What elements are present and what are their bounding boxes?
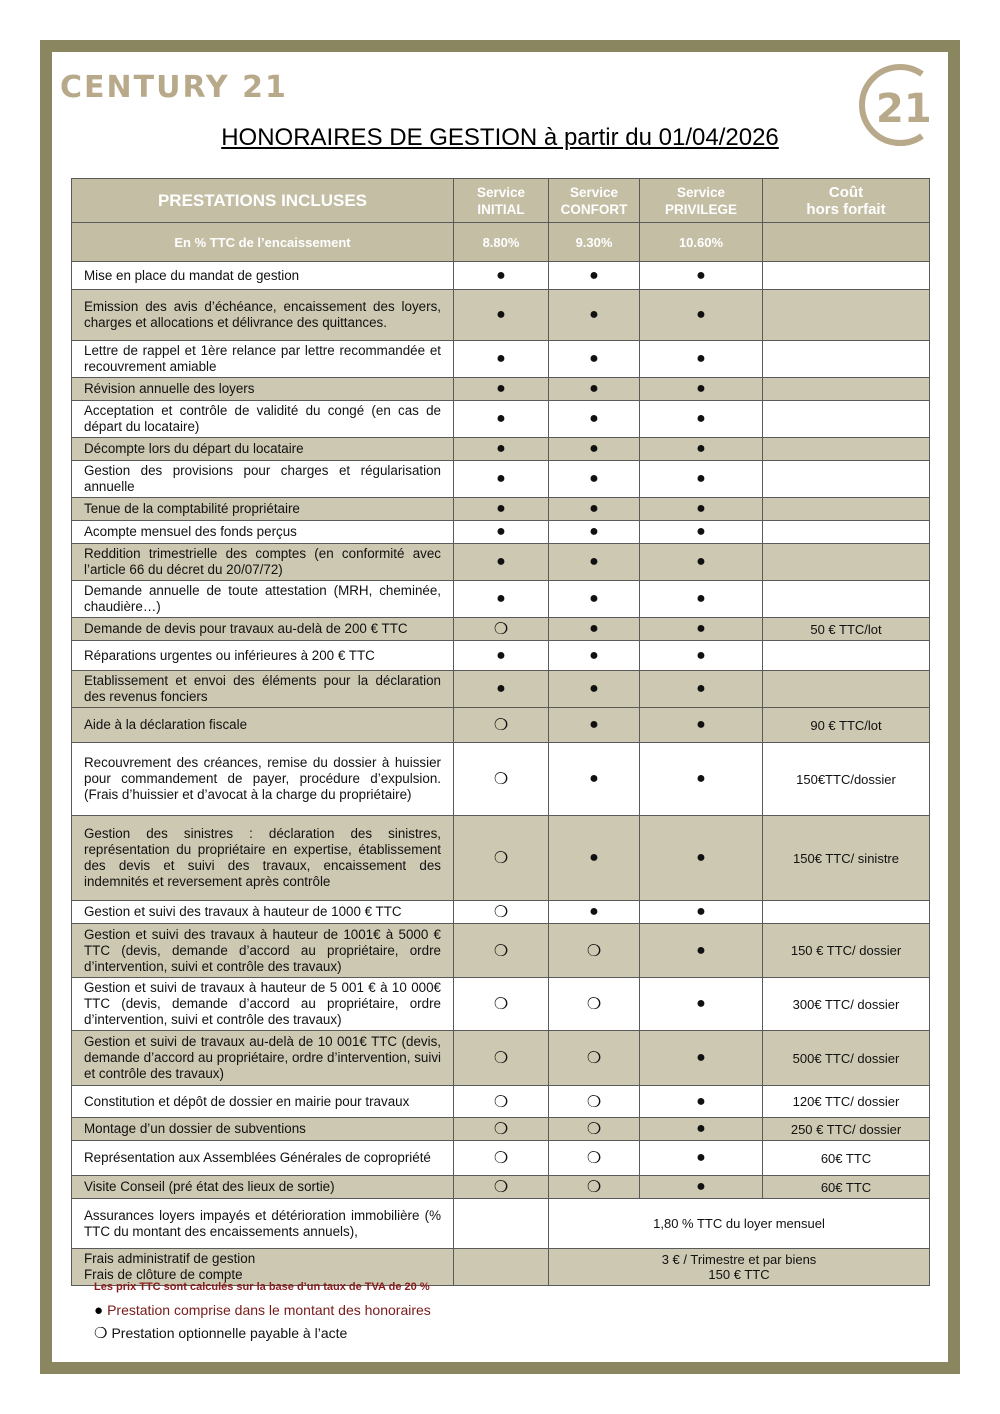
seal-text: 21 bbox=[876, 86, 932, 132]
extra-cost: 150€TTC/dossier bbox=[763, 743, 930, 816]
confort-mark: ● bbox=[549, 262, 640, 290]
confort-mark: ● bbox=[549, 743, 640, 816]
fees-table bbox=[71, 178, 930, 1286]
rate-privilege: 10.60% bbox=[640, 223, 763, 262]
initial-mark: ❍ bbox=[454, 743, 549, 816]
row-label: Acceptation et contrôle de validité du congé (en cas de départ du locataire) bbox=[72, 401, 454, 438]
privilege-mark: ● bbox=[640, 461, 763, 498]
table-row bbox=[72, 1141, 930, 1176]
table-row bbox=[72, 1031, 930, 1086]
admin-label bbox=[72, 1249, 454, 1286]
rate-cost-empty bbox=[763, 223, 930, 262]
initial-mark: ❍ bbox=[454, 924, 549, 978]
confort-mark: ● bbox=[549, 438, 640, 461]
confort-mark: ❍ bbox=[549, 1176, 640, 1199]
privilege-mark: ● bbox=[640, 1086, 763, 1118]
privilege-mark: ● bbox=[640, 290, 763, 341]
extra-cost bbox=[763, 671, 930, 708]
privilege-mark: ● bbox=[640, 641, 763, 671]
privilege-mark: ● bbox=[640, 378, 763, 401]
extra-cost: 300€ TTC/ dossier bbox=[763, 978, 930, 1031]
header-initial-l2: INITIAL bbox=[477, 201, 525, 217]
table-row bbox=[72, 1176, 930, 1199]
extra-cost: 150 € TTC/ dossier bbox=[763, 924, 930, 978]
table-row bbox=[72, 341, 930, 378]
extra-cost: 500€ TTC/ dossier bbox=[763, 1031, 930, 1086]
header-confort-l2: CONFORT bbox=[560, 201, 628, 217]
privilege-mark: ● bbox=[640, 901, 763, 924]
row-label: Gestion et suivi de travaux au-delà de 10 001€ TTC (devis, demande d’accord au propriétaire, ordre d’intervention, suivi et contrôle des travaux) bbox=[72, 1031, 454, 1086]
privilege-mark: ● bbox=[640, 671, 763, 708]
initial-mark: ● bbox=[454, 544, 549, 581]
extra-cost bbox=[763, 438, 930, 461]
privilege-mark: ● bbox=[640, 262, 763, 290]
table-row bbox=[72, 641, 930, 671]
initial-mark: ❍ bbox=[454, 978, 549, 1031]
row-label: Tenue de la comptabilité propriétaire bbox=[72, 498, 454, 521]
row-label: Emission des avis d’échéance, encaissement des loyers, charges et allocations et délivrance des quittances. bbox=[72, 290, 454, 341]
table-row bbox=[72, 901, 930, 924]
header-privilege-l1: Service bbox=[676, 184, 726, 200]
fees-rows bbox=[72, 262, 930, 1199]
table-row bbox=[72, 521, 930, 544]
admin-value-1: 3 € / Trimestre et par biens bbox=[661, 1252, 817, 1267]
privilege-mark: ● bbox=[640, 341, 763, 378]
legend-included-text: Prestation comprise dans le montant des honoraires bbox=[107, 1302, 431, 1318]
row-label: Lettre de rappel et 1ère relance par lettre recommandée et recouvrement amiable bbox=[72, 341, 454, 378]
header-prestations: PRESTATIONS INCLUSES bbox=[72, 179, 454, 223]
confort-mark: ● bbox=[549, 581, 640, 618]
privilege-mark: ● bbox=[640, 498, 763, 521]
brand-logo: CENTURY 21 bbox=[60, 70, 288, 105]
initial-mark: ● bbox=[454, 521, 549, 544]
table-row bbox=[72, 290, 930, 341]
table-row bbox=[72, 544, 930, 581]
confort-mark: ● bbox=[549, 708, 640, 743]
header-privilege bbox=[640, 179, 763, 223]
row-label: Gestion des sinistres : déclaration des sinistres, représentation du propriétaire en expertise, établissement des devis et suivi des travaux, encaissement des indemnités et reversement après contrôle bbox=[72, 816, 454, 901]
admin-label-2: Frais de clôture de compte bbox=[84, 1267, 243, 1282]
initial-mark: ❍ bbox=[454, 1141, 549, 1176]
extra-cost: 90 € TTC/lot bbox=[763, 708, 930, 743]
extra-cost bbox=[763, 498, 930, 521]
table-row bbox=[72, 581, 930, 618]
confort-mark: ❍ bbox=[549, 1031, 640, 1086]
initial-mark: ● bbox=[454, 461, 549, 498]
admin-value bbox=[549, 1249, 930, 1286]
header-cost-l1: Coût bbox=[828, 183, 864, 201]
row-label: Etablissement et envoi des éléments pour la déclaration des revenus fonciers bbox=[72, 671, 454, 708]
confort-mark: ● bbox=[549, 290, 640, 341]
privilege-mark: ● bbox=[640, 1176, 763, 1199]
initial-mark: ❍ bbox=[454, 816, 549, 901]
table-row bbox=[72, 708, 930, 743]
privilege-mark: ● bbox=[640, 401, 763, 438]
privilege-mark: ● bbox=[640, 1141, 763, 1176]
initial-mark: ● bbox=[454, 671, 549, 708]
row-label: Gestion et suivi de travaux à hauteur de 5 001 € à 10 000€ TTC (devis, demande d’accord au propriétaire, ordre d’intervention, suivi et contrôle des travaux) bbox=[72, 978, 454, 1031]
table-row bbox=[72, 978, 930, 1031]
insurance-label: Assurances loyers impayés et détérioration immobilière (% TTC du montant des encaissements annuels), bbox=[72, 1199, 454, 1249]
confort-mark: ❍ bbox=[549, 924, 640, 978]
row-label: Représentation aux Assemblées Générales de copropriété bbox=[72, 1141, 454, 1176]
admin-label-1: Frais administratif de gestion bbox=[84, 1251, 256, 1266]
row-label: Recouvrement des créances, remise du dossier à huissier pour commandement de payer, procédure d’expulsion. (Frais d’huissier et d’avocat à la charge du propriétaire) bbox=[72, 743, 454, 816]
privilege-mark: ● bbox=[640, 438, 763, 461]
confort-mark: ❍ bbox=[549, 1118, 640, 1141]
extra-cost bbox=[763, 544, 930, 581]
table-row bbox=[72, 461, 930, 498]
initial-mark: ❍ bbox=[454, 618, 549, 641]
extra-cost bbox=[763, 461, 930, 498]
row-label: Constitution et dépôt de dossier en mairie pour travaux bbox=[72, 1086, 454, 1118]
vat-footnote: Les prix TTC sont calculés sur la base d’un taux de TVA de 20 % bbox=[94, 1281, 430, 1293]
confort-mark: ● bbox=[549, 341, 640, 378]
row-label: Aide à la déclaration fiscale bbox=[72, 708, 454, 743]
privilege-mark: ● bbox=[640, 743, 763, 816]
confort-mark: ● bbox=[549, 521, 640, 544]
extra-cost bbox=[763, 521, 930, 544]
extra-cost bbox=[763, 401, 930, 438]
table-row bbox=[72, 743, 930, 816]
table-row bbox=[72, 618, 930, 641]
row-label: Décompte lors du départ du locataire bbox=[72, 438, 454, 461]
table-row bbox=[72, 671, 930, 708]
rates-label: En % TTC de l’encaissement bbox=[72, 223, 454, 262]
legend-optional-text: Prestation optionnelle payable à l’acte bbox=[111, 1325, 348, 1341]
privilege-mark: ● bbox=[640, 816, 763, 901]
extra-cost bbox=[763, 581, 930, 618]
header-initial bbox=[454, 179, 549, 223]
row-label: Gestion des provisions pour charges et régularisation annuelle bbox=[72, 461, 454, 498]
confort-mark: ● bbox=[549, 378, 640, 401]
initial-mark: ● bbox=[454, 290, 549, 341]
extra-cost bbox=[763, 262, 930, 290]
row-label: Reddition trimestrielle des comptes (en conformité avec l’article 66 du décret du 20/07/72) bbox=[72, 544, 454, 581]
table-row bbox=[72, 438, 930, 461]
confort-mark: ● bbox=[549, 461, 640, 498]
insurance-value: 1,80 % TTC du loyer mensuel bbox=[549, 1199, 930, 1249]
confort-mark: ● bbox=[549, 498, 640, 521]
header-cost-l2: hors forfait bbox=[806, 200, 886, 218]
extra-cost: 60€ TTC bbox=[763, 1141, 930, 1176]
row-label: Visite Conseil (pré état des lieux de sortie) bbox=[72, 1176, 454, 1199]
row-label: Révision annuelle des loyers bbox=[72, 378, 454, 401]
table-row bbox=[72, 1118, 930, 1141]
row-label: Gestion et suivi des travaux à hauteur de 1001€ à 5000 € TTC (devis, demande d’accord au propriétaire, ordre d’intervention, suivi et contrôle des travaux) bbox=[72, 924, 454, 978]
header-cost bbox=[763, 179, 930, 223]
privilege-mark: ● bbox=[640, 924, 763, 978]
extra-cost: 120€ TTC/ dossier bbox=[763, 1086, 930, 1118]
privilege-mark: ● bbox=[640, 581, 763, 618]
extra-cost: 150€ TTC/ sinistre bbox=[763, 816, 930, 901]
initial-mark: ❍ bbox=[454, 1031, 549, 1086]
initial-mark: ● bbox=[454, 401, 549, 438]
header-confort bbox=[549, 179, 640, 223]
confort-mark: ● bbox=[549, 544, 640, 581]
extra-cost bbox=[763, 290, 930, 341]
extra-cost: 60€ TTC bbox=[763, 1176, 930, 1199]
initial-mark: ❍ bbox=[454, 708, 549, 743]
initial-mark: ● bbox=[454, 341, 549, 378]
table-row bbox=[72, 401, 930, 438]
confort-mark: ❍ bbox=[549, 1141, 640, 1176]
table-row bbox=[72, 816, 930, 901]
initial-mark: ❍ bbox=[454, 1118, 549, 1141]
insurance-empty bbox=[454, 1199, 549, 1249]
table-row bbox=[72, 1086, 930, 1118]
row-label: Réparations urgentes ou inférieures à 200 € TTC bbox=[72, 641, 454, 671]
extra-cost: 250 € TTC/ dossier bbox=[763, 1118, 930, 1141]
row-label: Acompte mensuel des fonds perçus bbox=[72, 521, 454, 544]
privilege-mark: ● bbox=[640, 1031, 763, 1086]
initial-mark: ● bbox=[454, 378, 549, 401]
confort-mark: ● bbox=[549, 816, 640, 901]
table-row bbox=[72, 924, 930, 978]
rate-initial: 8.80% bbox=[454, 223, 549, 262]
initial-mark: ❍ bbox=[454, 901, 549, 924]
extra-cost bbox=[763, 378, 930, 401]
initial-mark: ❍ bbox=[454, 1176, 549, 1199]
hollow-bullet-icon: ❍ bbox=[94, 1325, 108, 1342]
privilege-mark: ● bbox=[640, 521, 763, 544]
confort-mark: ❍ bbox=[549, 1086, 640, 1118]
privilege-mark: ● bbox=[640, 544, 763, 581]
row-label: Mise en place du mandat de gestion bbox=[72, 262, 454, 290]
confort-mark: ● bbox=[549, 641, 640, 671]
rate-confort: 9.30% bbox=[549, 223, 640, 262]
table-row bbox=[72, 262, 930, 290]
initial-mark: ● bbox=[454, 262, 549, 290]
confort-mark: ● bbox=[549, 901, 640, 924]
admin-value-2: 150 € TTC bbox=[708, 1267, 770, 1282]
privilege-mark: ● bbox=[640, 1118, 763, 1141]
table-row bbox=[72, 498, 930, 521]
initial-mark: ● bbox=[454, 641, 549, 671]
confort-mark: ● bbox=[549, 618, 640, 641]
extra-cost: 50 € TTC/lot bbox=[763, 618, 930, 641]
privilege-mark: ● bbox=[640, 708, 763, 743]
table-row bbox=[72, 378, 930, 401]
extra-cost bbox=[763, 341, 930, 378]
confort-mark: ❍ bbox=[549, 978, 640, 1031]
initial-mark: ● bbox=[454, 498, 549, 521]
initial-mark: ❍ bbox=[454, 1086, 549, 1118]
legend-optional bbox=[94, 1324, 347, 1342]
initial-mark: ● bbox=[454, 438, 549, 461]
row-label: Montage d’un dossier de subventions bbox=[72, 1118, 454, 1141]
confort-mark: ● bbox=[549, 671, 640, 708]
confort-mark: ● bbox=[549, 401, 640, 438]
row-label: Demande de devis pour travaux au-delà de 200 € TTC bbox=[72, 618, 454, 641]
document-title: HONORAIRES DE GESTION à partir du 01/04/2026 bbox=[221, 124, 779, 151]
filled-bullet-icon: ● bbox=[94, 1302, 104, 1319]
row-label: Gestion et suivi des travaux à hauteur de 1000 € TTC bbox=[72, 901, 454, 924]
header-confort-l1: Service bbox=[569, 184, 619, 200]
privilege-mark: ● bbox=[640, 618, 763, 641]
privilege-mark: ● bbox=[640, 978, 763, 1031]
extra-cost bbox=[763, 901, 930, 924]
row-label: Demande annuelle de toute attestation (MRH, cheminée, chaudière…) bbox=[72, 581, 454, 618]
admin-empty bbox=[454, 1249, 549, 1286]
header-privilege-l2: PRIVILEGE bbox=[664, 201, 737, 217]
header-initial-l1: Service bbox=[476, 184, 526, 200]
extra-cost bbox=[763, 641, 930, 671]
initial-mark: ● bbox=[454, 581, 549, 618]
legend-included bbox=[94, 1302, 431, 1319]
